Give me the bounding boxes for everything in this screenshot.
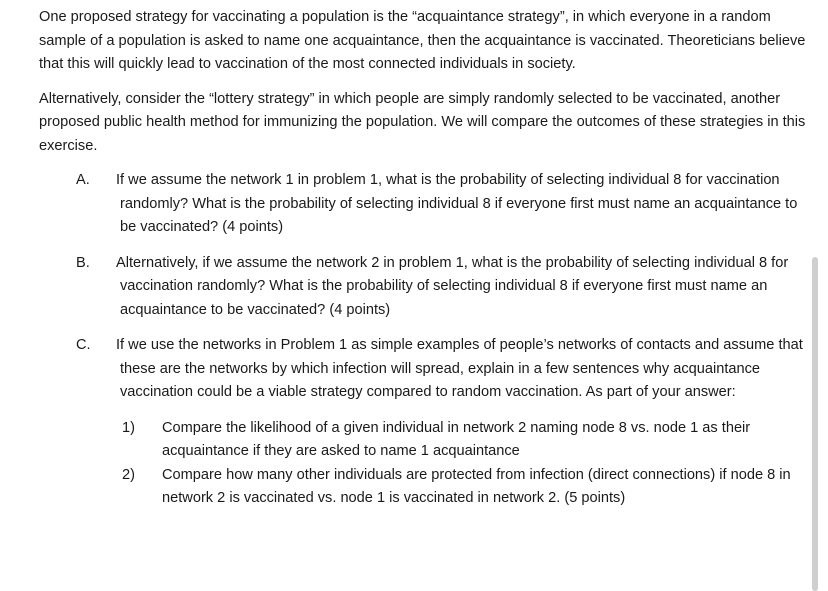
question-c-text: If we use the networks in Problem 1 as simple examples of people’s networks of contacts and assume that these are the networks by which infection will spread, explain in a few sentences why acquaintance vaccination could be a viable strategy compared to random vaccination. As part of your answer:: [116, 337, 803, 400]
question-c: [76, 334, 809, 511]
question-b-letter: B.: [76, 254, 90, 271]
question-a-text: If we assume the network 1 in problem 1, what is the probability of selecting individual 8 for vaccination randomly? What is the probability of selecting individual 8 if everyone first must name an acquaintance to be vaccinated? (4 points): [116, 172, 798, 235]
subitem-1-text: Compare the likelihood of a given individual in network 2 naming node 8 vs. node 1 as their acquaintance if they are asked to name 1 acquaintance: [162, 419, 751, 459]
question-a: [76, 169, 809, 240]
question-c-subitem-1: [122, 417, 809, 464]
document-body: [39, 6, 809, 523]
subitem-2-text: Compare how many other individuals are protected from infection (direct connections) if node 8 in network 2 is vaccinated vs. node 1 is vaccinated in network 2. (5 points): [162, 466, 791, 506]
subitem-1-number: 1): [122, 419, 135, 436]
question-c-subitem-2: [122, 464, 809, 511]
question-c-letter: C.: [76, 337, 91, 353]
question-list: [39, 169, 809, 511]
vertical-scrollbar[interactable]: [812, 257, 818, 591]
question-b-text: Alternatively, if we assume the network 2 in problem 1, what is the probability of selecting individual 8 for vaccination randomly? What is the probability of selecting individual 8 if everyone first must name an acquaintance to be vaccinated? (4 points): [116, 254, 789, 318]
subitem-2-number: 2): [122, 466, 135, 483]
question-b: [76, 252, 809, 323]
intro-paragraph-lottery: Alternatively, consider the “lottery strategy” in which people are simply randomly selected to be vaccinated, another proposed public health method for immunizing the population. We will compare the outcomes of these strategies in this exercise.: [39, 90, 806, 154]
intro-paragraph-acquaintance: One proposed strategy for vaccinating a population is the “acquaintance strategy”, in which everyone in a random sample of a population is asked to name one acquaintance, then the acquaintance is vaccinated. Theoreticians believe that this will quickly lead to vaccination of the most connected individuals in society.: [39, 9, 806, 72]
question-c-sublist: [120, 417, 809, 511]
question-a-letter: A.: [76, 172, 90, 188]
